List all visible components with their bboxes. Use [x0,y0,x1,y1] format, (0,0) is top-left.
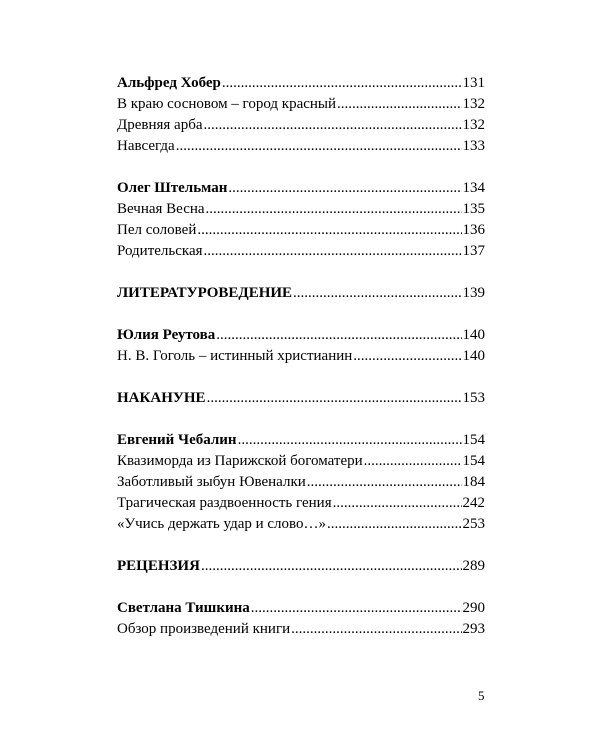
toc-entry-page: 137 [462,243,485,259]
toc-entry [117,346,485,367]
spacer [117,535,485,556]
toc-entry-page: 139 [462,285,485,301]
toc-entry-title: Светлана Тишкина [117,600,250,616]
toc-entry [117,199,485,220]
toc-entry-title: Квазиморда из Парижской богоматери [117,453,363,469]
toc-entry [117,514,485,535]
toc-leader-dots [327,514,461,535]
toc-leader-dots [204,241,462,262]
toc-entry [117,241,485,262]
toc-entry-page: 133 [462,138,485,154]
toc-entry [117,619,485,640]
toc-entry-title: Олег Штельман [117,180,228,196]
toc-leader-dots [222,73,462,94]
toc-entry-page: 154 [462,432,485,448]
toc-entry-page: 153 [462,390,485,406]
toc-section-nakanune [117,388,485,409]
toc-leader-dots [176,136,462,157]
toc-entry-page: 135 [462,201,485,217]
toc-group-chebalin [117,430,485,535]
toc-leader-dots [201,556,462,577]
toc-entry [117,178,485,199]
toc-section-entry [117,556,485,577]
toc-entry [117,493,485,514]
toc-entry-page: 154 [462,453,485,469]
toc-leader-dots [204,115,462,136]
toc-leader-dots [353,346,461,367]
toc-leader-dots [228,178,461,199]
toc-entry-title: Альфред Хобер [117,75,221,91]
toc-entry-title: В краю сосновом – город красный [117,96,337,112]
toc-section-title: ЛИТЕРАТУРОВЕДЕНИЕ [117,285,293,301]
toc-leader-dots [293,283,461,304]
toc-entry-title: Трагическая раздвоенность гения [117,495,332,511]
toc-group-tishkina [117,598,485,640]
spacer [117,409,485,430]
toc-entry-page: 131 [462,75,485,91]
spacer [117,262,485,283]
toc-leader-dots [291,619,461,640]
toc-leader-dots [207,388,462,409]
toc-entry-title: Древняя арба [117,117,203,133]
toc-entry-page: 184 [462,474,485,490]
page-number: 5 [478,688,485,703]
toc-entry [117,451,485,472]
toc-group-reutova [117,325,485,367]
toc-entry-page: 132 [462,117,485,133]
toc-entry [117,472,485,493]
toc-entry-page: 136 [462,222,485,238]
toc-section-review [117,556,485,577]
spacer [117,577,485,598]
toc-section-title: НАКАНУНЕ [117,390,206,406]
toc-entry [117,430,485,451]
table-of-contents [117,73,485,640]
toc-entry-page: 134 [462,180,485,196]
toc-entry-page: 253 [462,516,485,532]
toc-entry-title: Заботливый зыбун Ювеналки [117,474,306,490]
toc-entry-page: 290 [462,600,485,616]
toc-leader-dots [238,430,462,451]
toc-entry-title: «Учись держать удар и слово…» [117,516,327,532]
toc-section-entry [117,283,485,304]
toc-leader-dots [333,493,462,514]
toc-entry [117,94,485,115]
toc-entry [117,325,485,346]
toc-entry [117,73,485,94]
toc-leader-dots [307,472,462,493]
toc-section-title: РЕЦЕНЗИЯ [117,558,200,574]
toc-entry [117,220,485,241]
toc-group-hober [117,73,485,157]
toc-entry-title: Навсегда [117,138,175,154]
toc-leader-dots [251,598,462,619]
toc-entry-page: 289 [462,558,485,574]
toc-section-literary-studies [117,283,485,304]
toc-leader-dots [206,199,462,220]
toc-entry-page: 140 [462,327,485,343]
toc-entry-page: 242 [462,495,485,511]
spacer [117,157,485,178]
toc-entry [117,598,485,619]
toc-leader-dots [197,220,461,241]
toc-entry [117,115,485,136]
toc-section-entry [117,388,485,409]
toc-group-shtelman [117,178,485,262]
spacer [117,304,485,325]
toc-entry-title: Родительская [117,243,203,259]
spacer [117,367,485,388]
toc-entry-page: 140 [462,348,485,364]
toc-entry-title: Юлия Реутова [117,327,216,343]
toc-leader-dots [337,94,461,115]
toc-entry-title: Евгений Чебалин [117,432,237,448]
toc-entry-title: Н. В. Гоголь – истинный христианин [117,348,353,364]
toc-entry [117,136,485,157]
toc-entry-title: Пел соловей [117,222,197,238]
toc-entry-title: Вечная Весна [117,201,205,217]
toc-leader-dots [216,325,461,346]
toc-entry-page: 132 [462,96,485,112]
toc-entry-title: Обзор произведений книги [117,621,291,637]
toc-leader-dots [364,451,462,472]
toc-entry-page: 293 [462,621,485,637]
